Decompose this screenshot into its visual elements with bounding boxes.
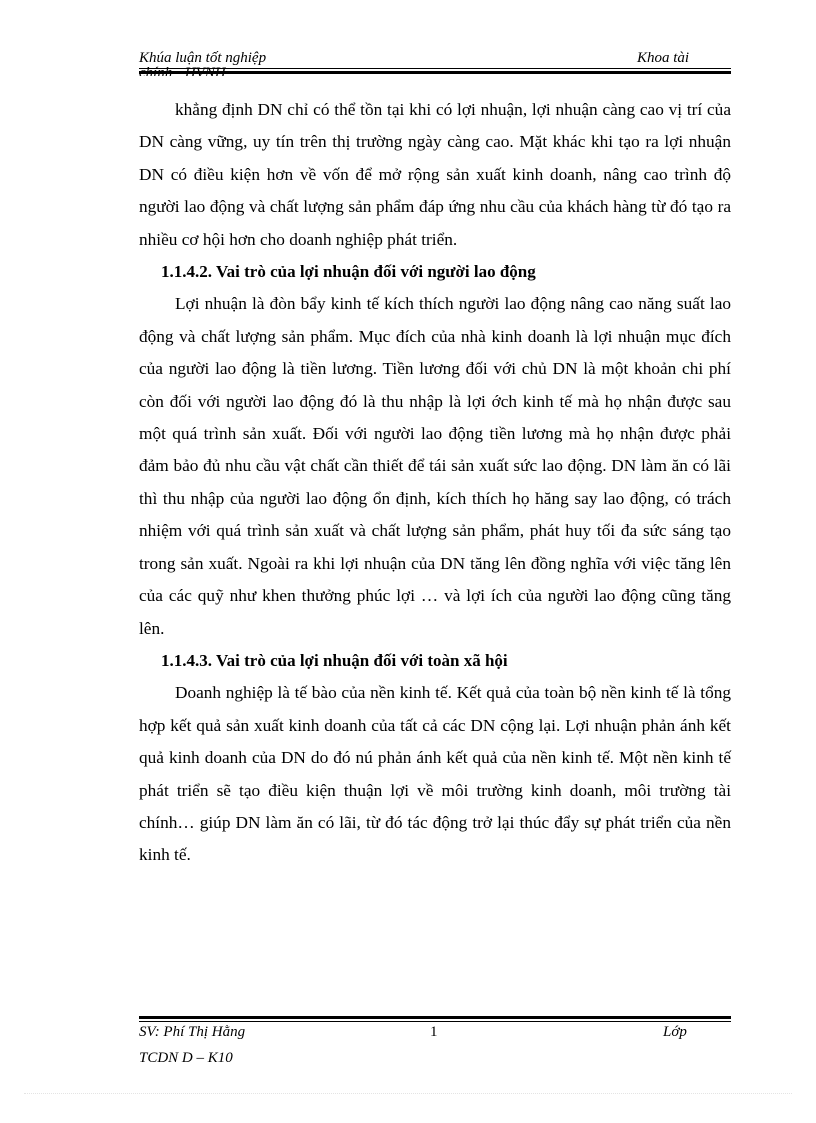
header-faculty: Khoa tài <box>637 50 690 66</box>
header-faculty-continued: chính - HVNH <box>139 66 226 76</box>
document-body <box>139 94 731 872</box>
footer-rule-thick <box>139 1016 731 1019</box>
section-heading-1-1-4-2: 1.1.4.2. Vai trò của lợi nhuận đối với người lao động <box>161 262 536 282</box>
paragraph-labor: Lợi nhuận là đòn bẩy kinh tế kích thích người lao động nâng cao năng suất lao động và chất lượng sản phẩm. Mục đích của nhà kinh doanh là lợi nhuận mục đích của người lao động là tiền lương. Tiền lương đối với chủ DN là một khoản chi phí còn đối với người lao động đó là thu nhập là lợi ớch kinh tế mà họ nhận được sau một quá trình sản xuất. Đối với người lao động tiền lương mà họ nhận được phải đảm bảo đủ nhu cầu vật chất cần thiết để tái sản xuất sức lao động. DN làm ăn có lãi thì thu nhập của người lao động ổn định, kích thích họ hăng say lao động, có trách nhiệm với quá trình sản xuất và chất lượng sản phẩm, phát huy tối đa sức sáng tạo trong sản xuất. Ngoài ra khi lợi nhuận của DN tăng lên đồng nghĩa với việc tăng lên của các quỹ như khen thưởng phúc lợi … và lợi ích của người lao động cũng tăng lên. <box>139 294 731 638</box>
paragraph-society: Doanh nghiệp là tế bào của nền kinh tế. Kết quả của toàn bộ nền kinh tế là tổng hợp kết quả sản xuất kinh doanh của tất cả các DN cộng lại. Lợi nhuận phản ánh kết quả kinh doanh của DN do đó nú phản ánh kết quả của nền kinh tế. Một nền kinh tế phát triển sẽ tạo điều kiện thuận lợi về môi trường kinh doanh, môi trường tài chính… giúp DN làm ăn có lãi, từ đó tác động trở lại thúc đẩy sự phát triển của nền kinh tế. <box>139 683 731 865</box>
page-edge-dotted-line <box>24 1093 792 1094</box>
footer-page-number: 1 <box>430 1024 438 1040</box>
header-rule-thin <box>139 68 731 69</box>
footer-rule-thin <box>139 1021 731 1022</box>
footer-class-code: TCDN D – K10 <box>139 1050 233 1066</box>
footer-student-name: SV: Phí Thị Hằng <box>139 1024 246 1040</box>
header-rule-thick <box>139 71 731 74</box>
header-thesis-title: Khúa luận tốt nghiệp <box>139 50 267 66</box>
footer-class-label: Lớp <box>663 1024 687 1040</box>
section-heading-1-1-4-3: 1.1.4.3. Vai trò của lợi nhuận đối với toàn xã hội <box>161 650 508 670</box>
paragraph-intro: khẳng định DN chỉ có thể tồn tại khi có lợi nhuận, lợi nhuận càng cao vị trí của DN càng vững, uy tín trên thị trường ngày càng cao. Mặt khác khi tạo ra lợi nhuận DN có điều kiện hơn về vốn để mở rộng sản xuất kinh doanh, nâng cao trình độ người lao động và chất lượng sản phẩm đáp ứng nhu cầu của khách hàng từ đó tạo ra nhiều cơ hội hơn cho doanh nghiệp phát triển. <box>139 100 731 249</box>
